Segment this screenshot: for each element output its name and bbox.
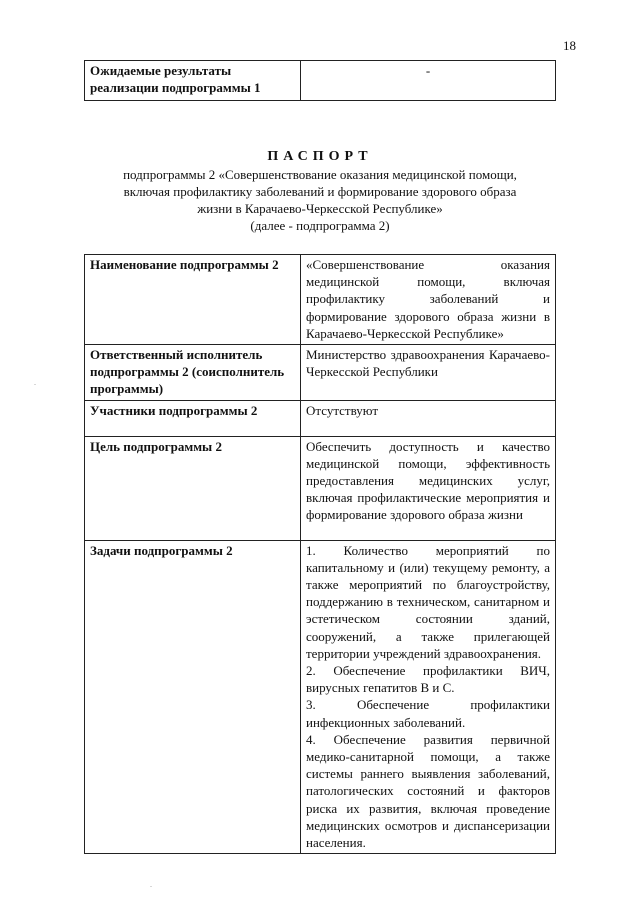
table-row xyxy=(85,540,556,854)
row-label-participants: Участники подпрограммы 2 xyxy=(85,400,301,436)
task-item: 1. Количество мероприятий по капитальному и (или) текущему ремонту, а также мероприятий по благоустройству, поддержанию в техническом, санитарном и эстетическом состоянии зданий, сооружений, а также прилегающей территории учреждений здравоохранения. xyxy=(306,542,550,661)
expected-results-value: - xyxy=(301,61,556,101)
row-label-executor: Ответственный исполнитель подпрограммы 2 (соисполнитель программы) xyxy=(85,345,301,401)
table-row xyxy=(85,61,556,101)
passport-subtitle: подпрограммы 2 «Совершенствование оказания медицинской помощи, включая профилактику заболеваний и формирование здорового образа жизни в Карачаево-Черкесской Республике» xyxy=(123,167,517,216)
table-row xyxy=(85,436,556,540)
row-value-participants: Отсутствуют xyxy=(301,400,556,436)
passport-title: ПАСПОРТ xyxy=(267,149,373,164)
page-number: 18 xyxy=(563,38,576,53)
passport-header xyxy=(0,148,640,234)
table-row xyxy=(85,255,556,345)
expected-results-label: Ожидаемые результаты реализации подпрограммы 1 xyxy=(85,61,301,101)
scan-speck: . xyxy=(150,880,152,889)
task-item: 2. Обеспечение профилактики ВИЧ, вирусных гепатитов В и С. xyxy=(306,663,550,696)
row-value-goal: Обеспечить доступность и качество медицинской помощи, эффективность предоставления медицинских услуг, включая профилактические мероприятия и формирование здорового образа жизни xyxy=(301,436,556,540)
row-label-name: Наименование подпрограммы 2 xyxy=(85,255,301,345)
row-value-tasks xyxy=(301,540,556,854)
row-label-goal: Цель подпрограммы 2 xyxy=(85,436,301,540)
scan-speck: . xyxy=(34,378,36,387)
table-row xyxy=(85,345,556,401)
passport-table xyxy=(84,254,556,854)
task-item: 4. Обеспечение развития первичной медико-санитарной помощи, а также системы раннего выявления заболеваний, патологических состояний и факторов риска их развития, включая проведение медицинских осмотров и диспансеризации населения. xyxy=(306,731,550,851)
expected-results-table xyxy=(84,60,556,101)
task-item: 3. Обеспечение профилактики инфекционных заболеваний. xyxy=(306,697,550,730)
row-label-tasks: Задачи подпрограммы 2 xyxy=(85,540,301,854)
passport-note: (далее - подпрограмма 2) xyxy=(250,218,390,233)
table-row xyxy=(85,400,556,436)
row-value-name: «Совершенствование оказания медицинской помощи, включая профилактику заболеваний и формирование здорового образа жизни в Карачаево-Черкесской Республике» xyxy=(301,255,556,345)
row-value-executor: Министерство здравоохранения Карачаево-Черкесской Республики xyxy=(301,345,556,401)
